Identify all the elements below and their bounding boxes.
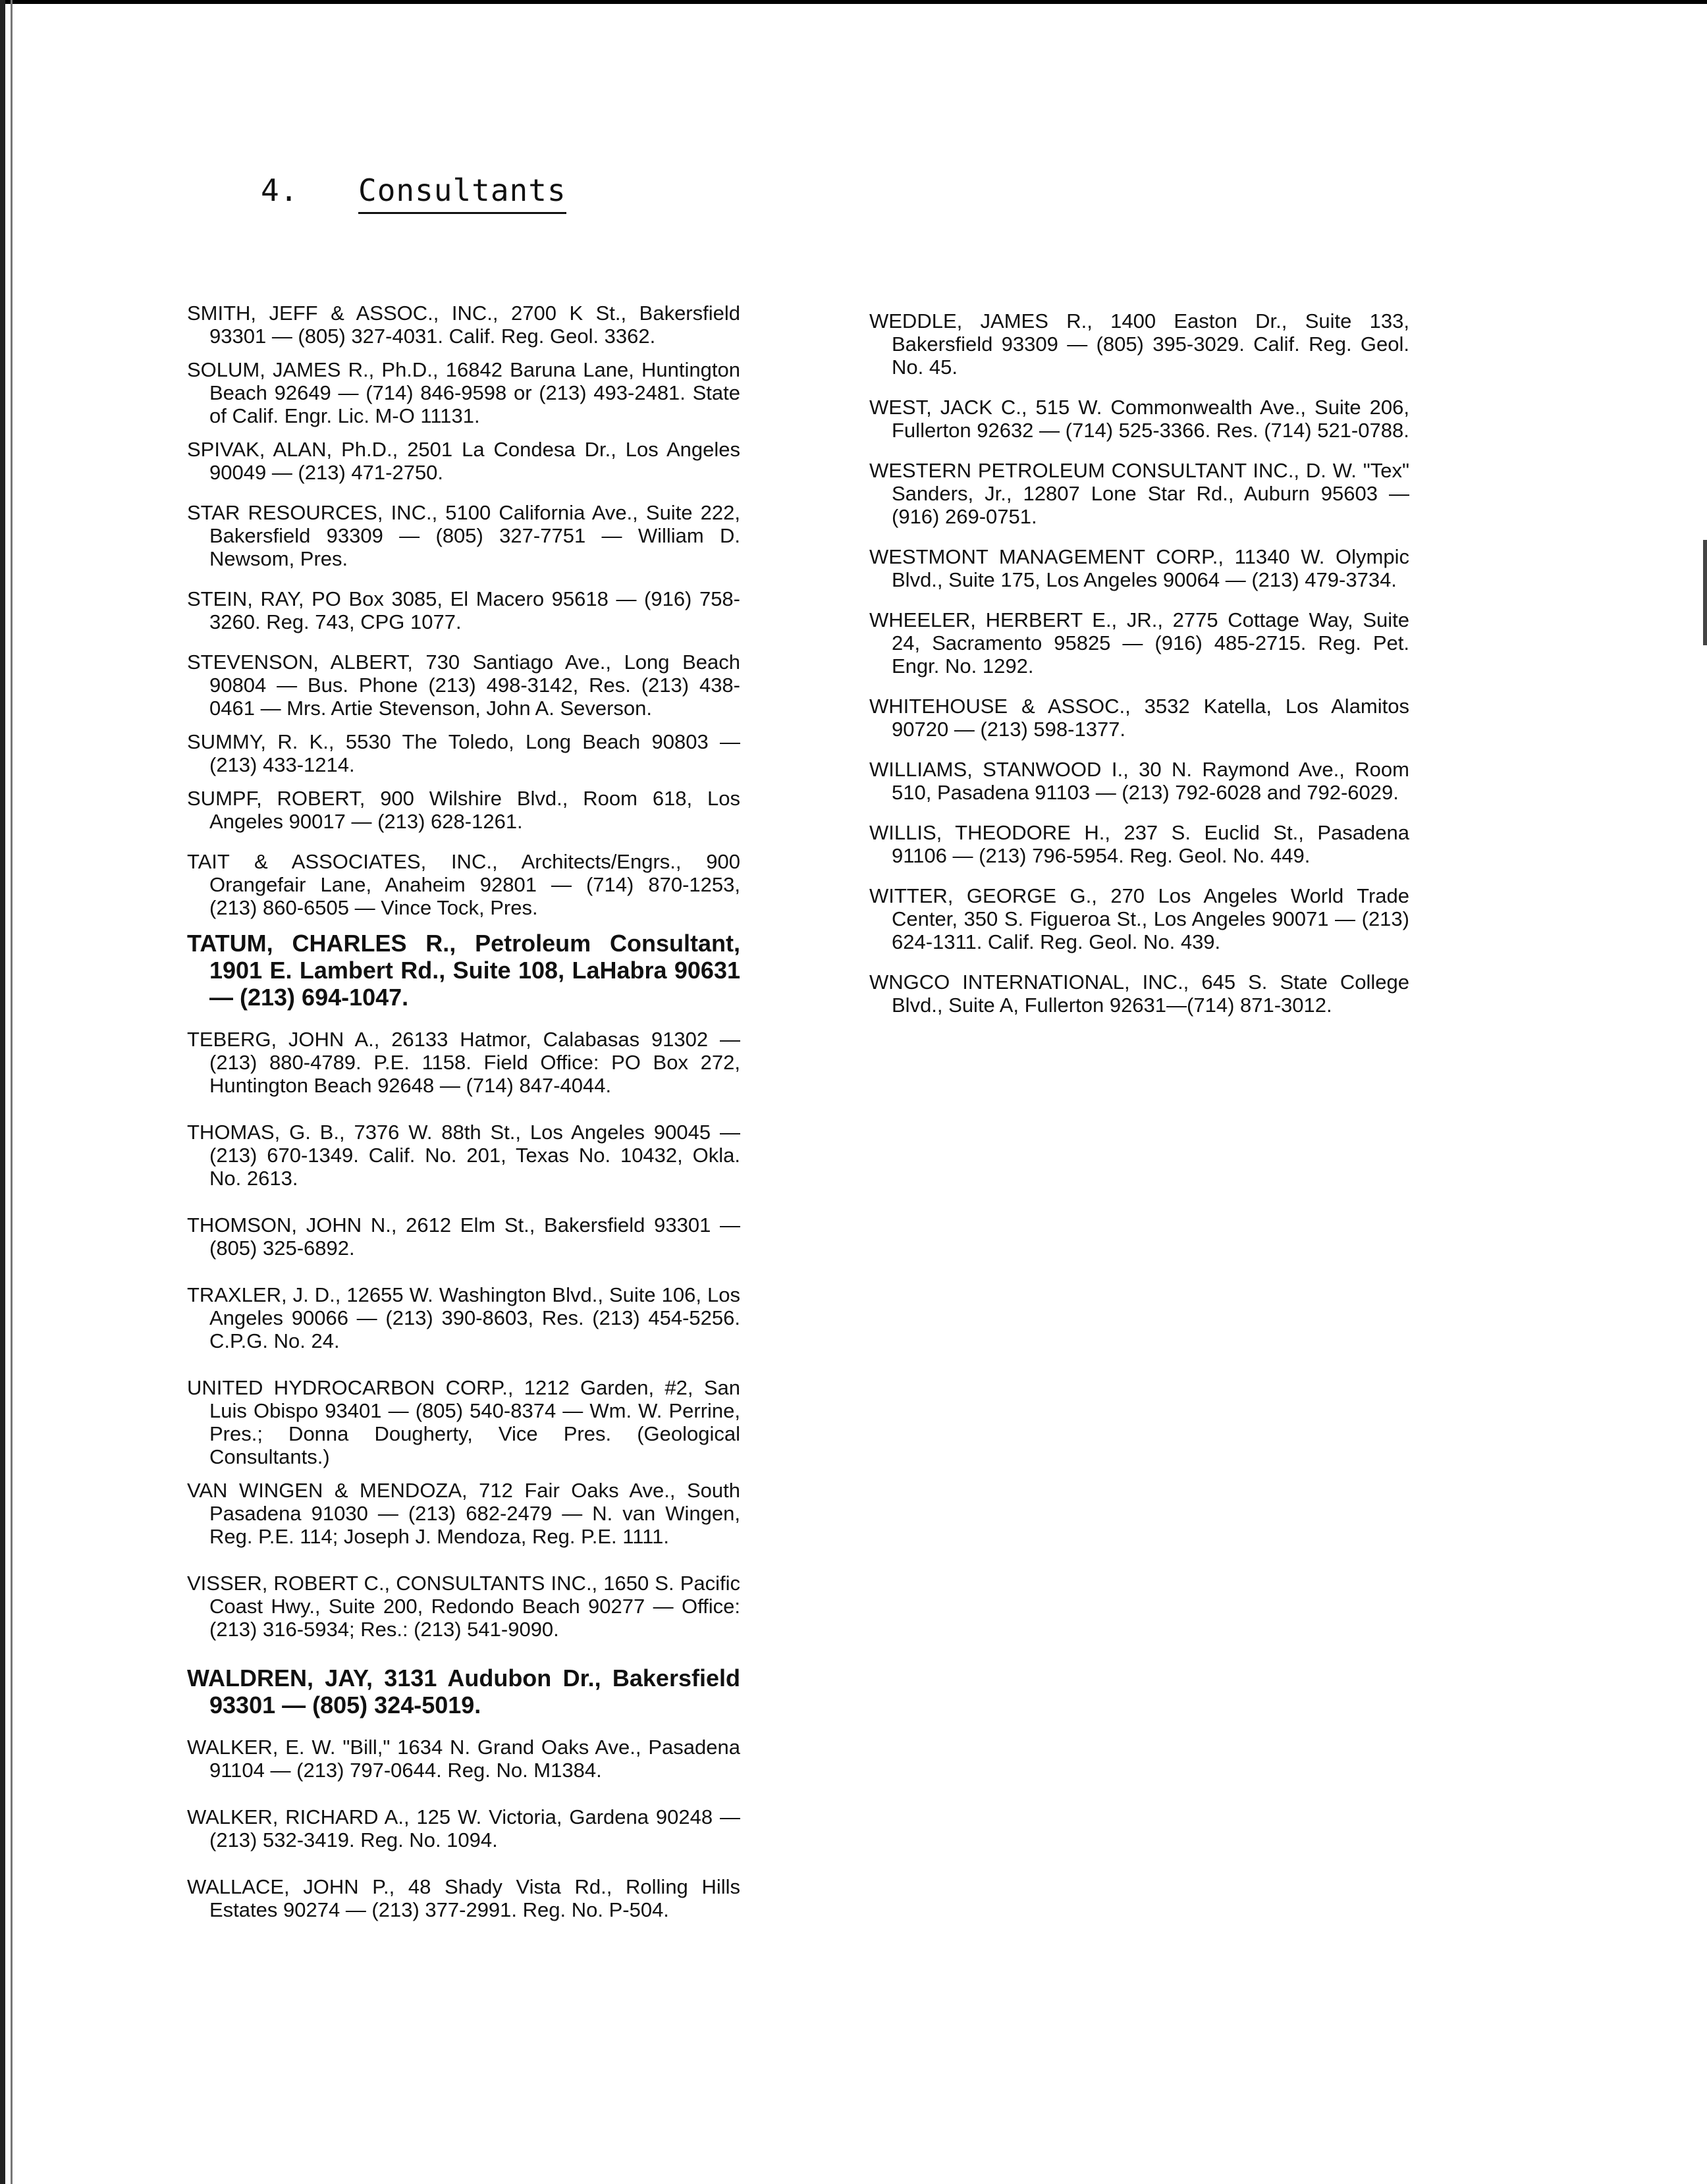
- directory-entry: WNGCO INTERNATIONAL, INC., 645 S. State College Blvd., Suite A, Fullerton 92631—(714) 871-3012.: [869, 971, 1409, 1017]
- directory-entry: WALKER, RICHARD A., 125 W. Victoria, Gardena 90248 — (213) 532-3419. Reg. No. 1094.: [187, 1805, 740, 1851]
- directory-entry: SMITH, JEFF & ASSOC., INC., 2700 K St., Bakersfield 93301 — (805) 327-4031. Calif. Reg. Geol. 3362.: [187, 302, 740, 348]
- directory-entry: WESTMONT MANAGEMENT CORP., 11340 W. Olympic Blvd., Suite 175, Los Angeles 90064 — (213) 479-3734.: [869, 545, 1409, 591]
- directory-entry: WEDDLE, JAMES R., 1400 Easton Dr., Suite 133, Bakersfield 93309 — (805) 395-3029. Calif. Reg. Geol. No. 45.: [869, 309, 1409, 379]
- directory-entry: WEST, JACK C., 515 W. Commonwealth Ave., Suite 206, Fullerton 92632 — (714) 525-3366. Res. (714) 521-0788.: [869, 396, 1409, 442]
- directory-entry: SOLUM, JAMES R., Ph.D., 16842 Baruna Lane, Huntington Beach 92649 — (714) 846-9598 or (213) 493-2481. State of Calif. Engr. Lic. M-O 11131.: [187, 358, 740, 427]
- directory-entry-bold: TATUM, CHARLES R., Petroleum Consultant, 1901 E. Lambert Rd., Suite 108, LaHabra 90631 — (213) 694-1047.: [187, 930, 740, 1011]
- directory-entry: STAR RESOURCES, INC., 5100 California Ave., Suite 222, Bakersfield 93309 — (805) 327-7751 — William D. Newsom, Pres.: [187, 501, 740, 570]
- directory-entry: THOMAS, G. B., 7376 W. 88th St., Los Angeles 90045 — (213) 670-1349. Calif. No. 201, Texas No. 10432, Okla. No. 2613.: [187, 1121, 740, 1190]
- scan-mark-right: [1703, 540, 1707, 645]
- directory-entry: STEVENSON, ALBERT, 730 Santiago Ave., Long Beach 90804 — Bus. Phone (213) 498-3142, Res. (213) 438-0461 — Mrs. Artie Stevenson, John A. Severson.: [187, 651, 740, 720]
- directory-entry: VAN WINGEN & MENDOZA, 712 Fair Oaks Ave., South Pasadena 91030 — (213) 682-2479 — N. van Wingen, Reg. P.E. 114; Joseph J. Mendoza, Reg. P.E. 1111.: [187, 1479, 740, 1548]
- section-heading: [261, 173, 566, 208]
- directory-entry: SPIVAK, ALAN, Ph.D., 2501 La Condesa Dr., Los Angeles 90049 — (213) 471-2750.: [187, 438, 740, 484]
- directory-entry: VISSER, ROBERT C., CONSULTANTS INC., 1650 S. Pacific Coast Hwy., Suite 200, Redondo Beach 90277 — Office: (213) 316-5934; Res.: (213) 541-9090.: [187, 1572, 740, 1641]
- directory-entry: WALLACE, JOHN P., 48 Shady Vista Rd., Rolling Hills Estates 90274 — (213) 377-2991. Reg. No. P-504.: [187, 1875, 740, 1921]
- directory-entry: WESTERN PETROLEUM CONSULTANT INC., D. W. "Tex" Sanders, Jr., 12807 Lone Star Rd., Auburn 95603 — (916) 269-0751.: [869, 459, 1409, 528]
- directory-entry: WHEELER, HERBERT E., JR., 2775 Cottage Way, Suite 24, Sacramento 95825 — (916) 485-2715. Reg. Pet. Engr. No. 1292.: [869, 608, 1409, 678]
- scan-border-left-inner: [11, 0, 13, 2184]
- directory-entry: WALKER, E. W. "Bill," 1634 N. Grand Oaks Ave., Pasadena 91104 — (213) 797-0644. Reg. No. M1384.: [187, 1736, 740, 1782]
- directory-entry: SUMMY, R. K., 5530 The Toledo, Long Beach 90803 — (213) 433-1214.: [187, 730, 740, 776]
- directory-entry: UNITED HYDROCARBON CORP., 1212 Garden, #2, San Luis Obispo 93401 — (805) 540-8374 — Wm. W. Perrine, Pres.; Donna Dougherty, Vice Pres. (Geological Consultants.): [187, 1376, 740, 1468]
- directory-entry: TAIT & ASSOCIATES, INC., Architects/Engrs., 900 Orangefair Lane, Anaheim 92801 — (714) 870-1253, (213) 860-6505 — Vince Tock, Pres.: [187, 850, 740, 919]
- directory-entry: TEBERG, JOHN A., 26133 Hatmor, Calabasas 91302 — (213) 880-4789. P.E. 1158. Field Office: PO Box 272, Huntington Beach 92648 — (714) 847-4044.: [187, 1028, 740, 1097]
- left-column: [187, 302, 740, 1921]
- directory-entry: WITTER, GEORGE G., 270 Los Angeles World Trade Center, 350 S. Figueroa St., Los Angeles 90071 — (213) 624-1311. Calif. Reg. Geol. No. 439.: [869, 884, 1409, 953]
- directory-entry: SUMPF, ROBERT, 900 Wilshire Blvd., Room 618, Los Angeles 90017 — (213) 628-1261.: [187, 787, 740, 833]
- section-title: Consultants: [358, 173, 566, 214]
- directory-entry: WHITEHOUSE & ASSOC., 3532 Katella, Los Alamitos 90720 — (213) 598-1377.: [869, 695, 1409, 741]
- directory-entry: TRAXLER, J. D., 12655 W. Washington Blvd., Suite 106, Los Angeles 90066 — (213) 390-8603, Res. (213) 454-5256. C.P.G. No. 24.: [187, 1283, 740, 1352]
- right-column: [869, 309, 1409, 1017]
- section-number: 4.: [261, 173, 299, 208]
- directory-entry: WILLIS, THEODORE H., 237 S. Euclid St., Pasadena 91106 — (213) 796-5954. Reg. Geol. No. 449.: [869, 821, 1409, 867]
- directory-entry: THOMSON, JOHN N., 2612 Elm St., Bakersfield 93301 — (805) 325-6892.: [187, 1213, 740, 1260]
- directory-entry: WILLIAMS, STANWOOD I., 30 N. Raymond Ave., Room 510, Pasadena 91103 — (213) 792-6028 and 792-6029.: [869, 758, 1409, 804]
- scan-border-left: [0, 0, 5, 2184]
- directory-entry: STEIN, RAY, PO Box 3085, El Macero 95618 — (916) 758-3260. Reg. 743, CPG 1077.: [187, 587, 740, 633]
- directory-entry-bold: WALDREN, JAY, 3131 Audubon Dr., Bakersfield 93301 — (805) 324-5019.: [187, 1665, 740, 1718]
- scan-border-top: [0, 0, 1707, 4]
